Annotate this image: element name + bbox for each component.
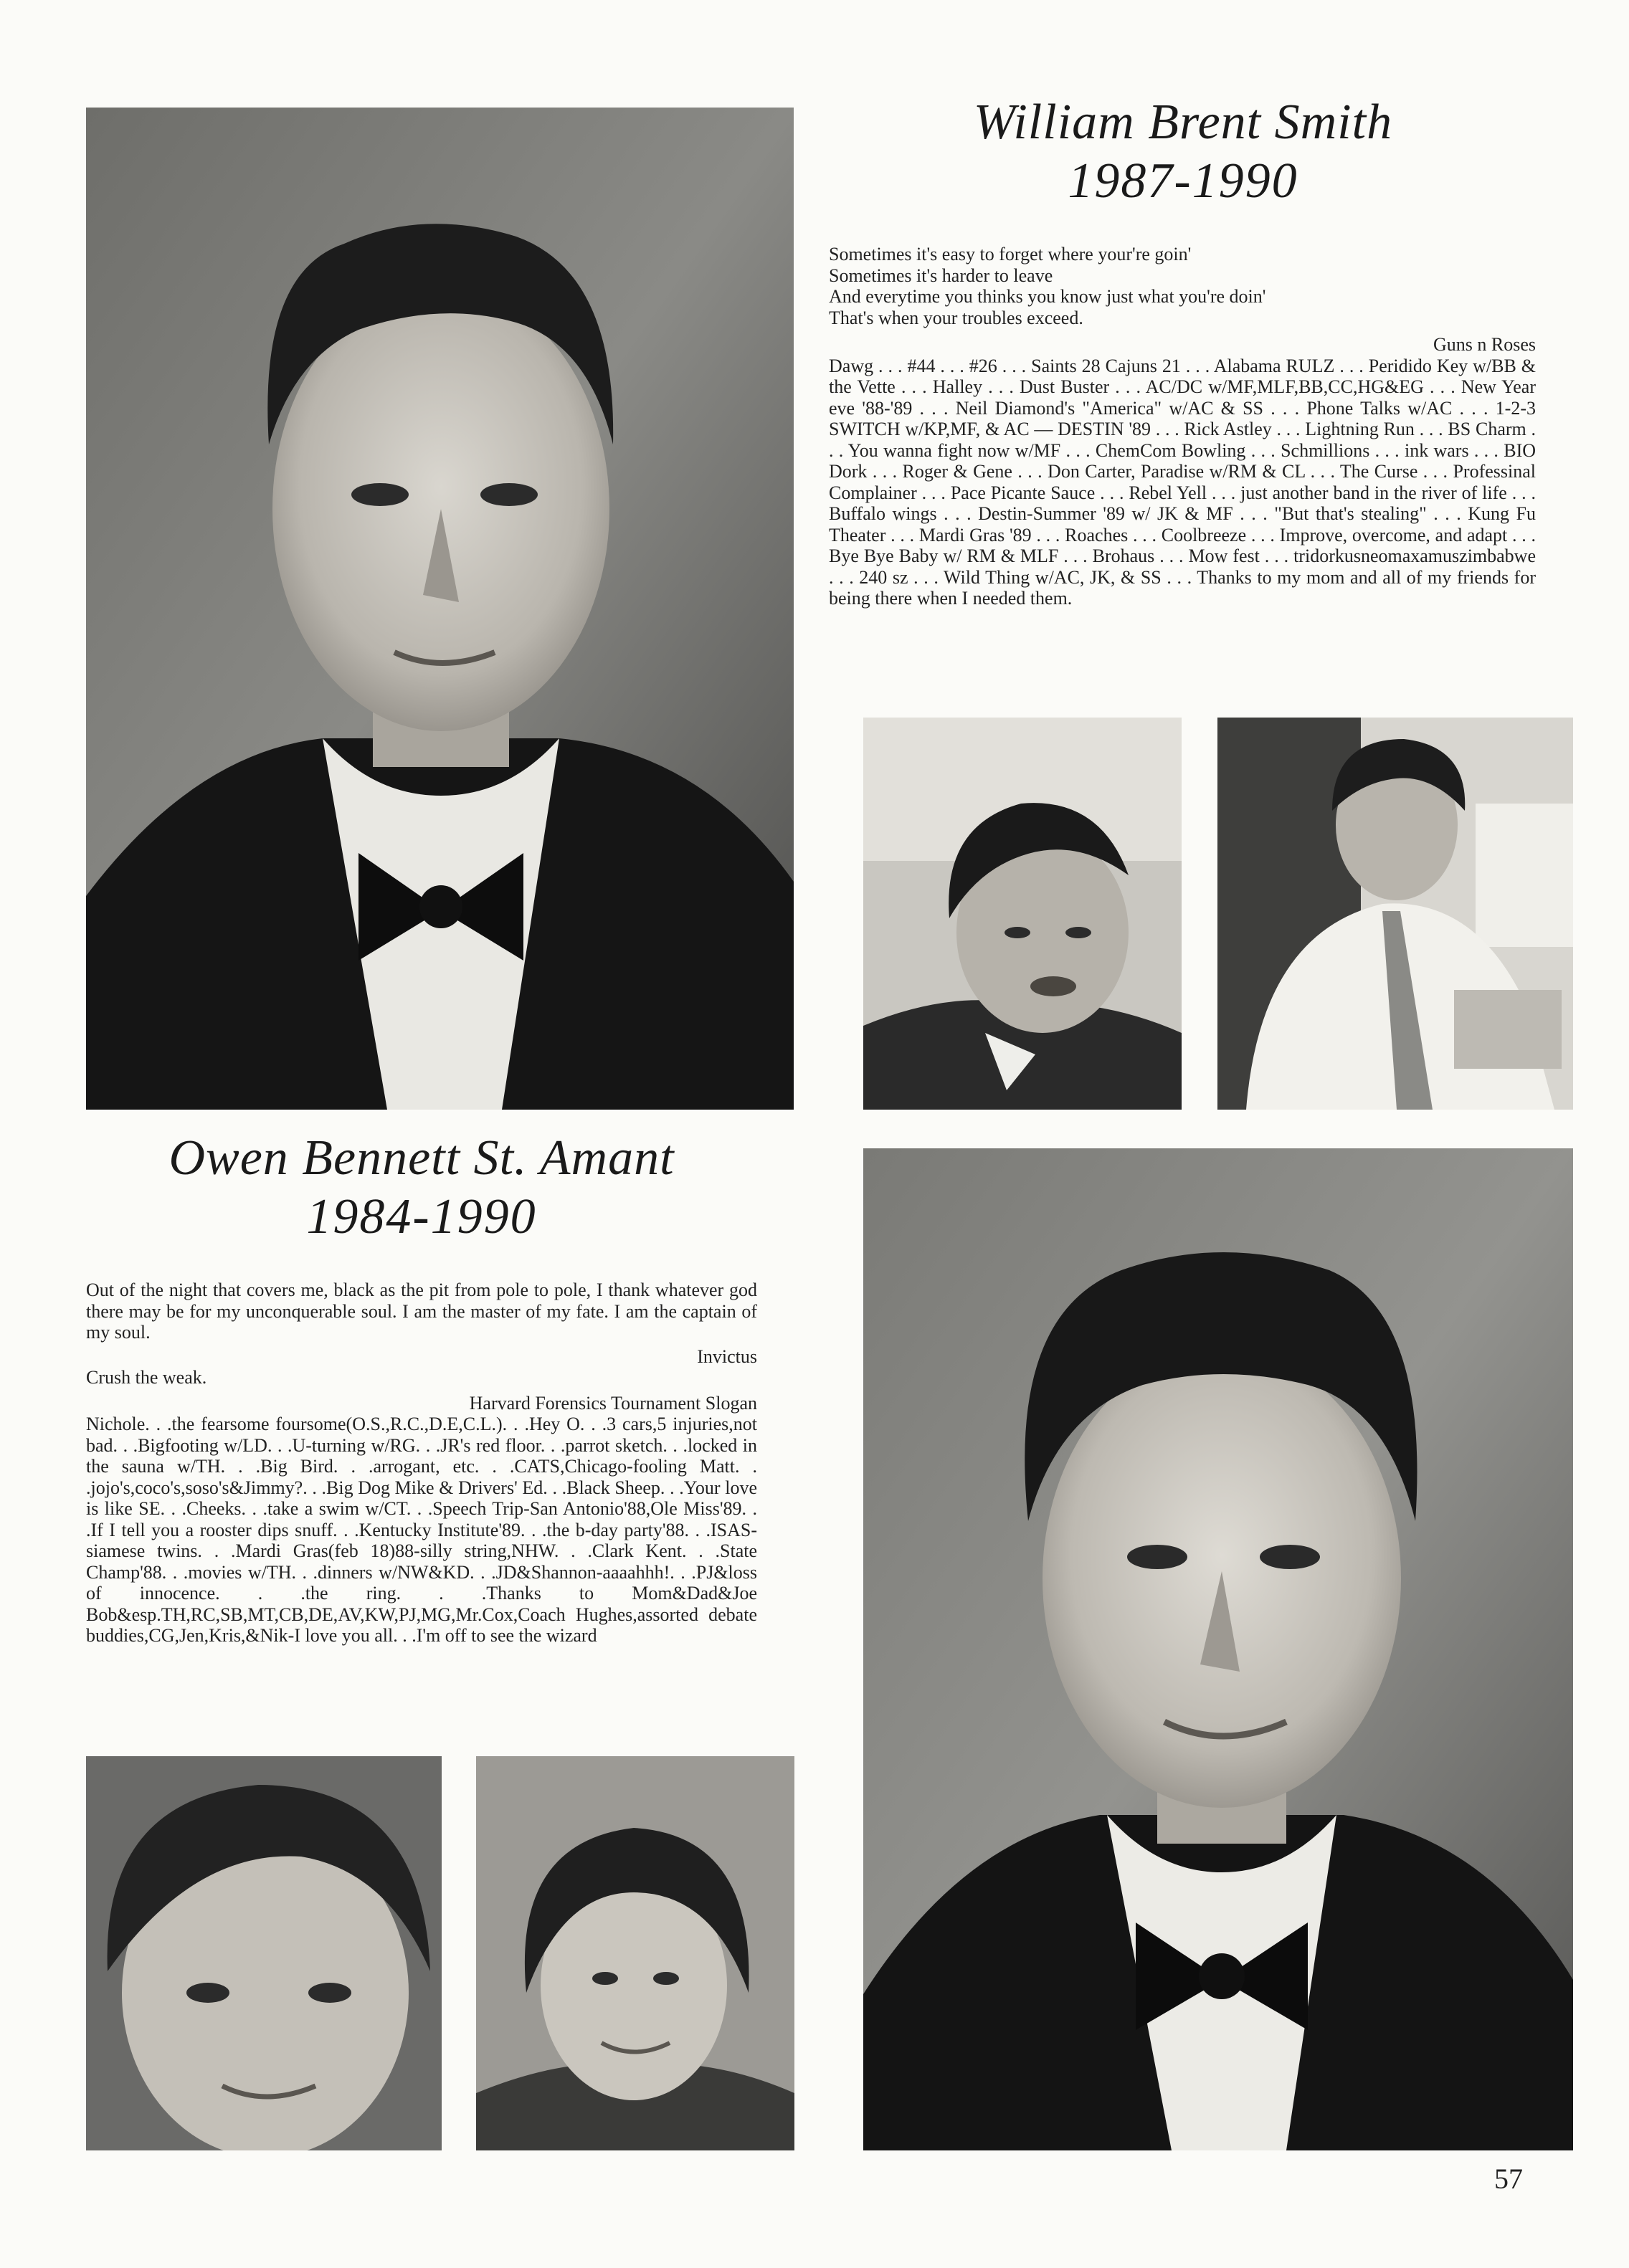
smith-candid-illustration-2 bbox=[1217, 718, 1573, 1110]
smith-text bbox=[829, 244, 1536, 609]
smith-years: 1987-1990 bbox=[1068, 153, 1298, 209]
amant-quote: Out of the night that covers me, black as the pit from pole to pole, I thank whatever god there may be for my unconquerable soul. I am the master of my fate. I am the captain of my soul. bbox=[86, 1280, 757, 1343]
page-number: 57 bbox=[1494, 2163, 1523, 2195]
smith-candid-photo-1 bbox=[863, 718, 1182, 1110]
amant-slogan: Crush the weak. bbox=[86, 1367, 207, 1388]
amant-candid-photo-2 bbox=[476, 1756, 794, 2150]
smith-body-text: Dawg . . . #44 . . . #26 . . . Saints 28 Cajuns 21 . . . Alabama RULZ . . . Peridido Key w/BB & the Vette . . . Halley . . . Dust Buster . . . AC/DC w/MF,MLF,BB,CC,HG&EG . . . New Year eve '88-'89 . . . Neil Diamond's "America" w/AC & SS . . . Phone Talks w/AC . . . 1-2-3 SWITCH w/KP,MF, & AC — DESTIN '89 . . . Rick Astley . . . Lightning Run . . . BS Charm . . . You wanna fight now w/MF . . . ChemCom Bowling . . . Schmillions . . . ink wars . . . BIO Dork . . . Roger & Gene . . . Don Carter, Paradise w/RM & CL . . . The Curse . . . Professinal Complainer . . . Pace Picante Sauce . . . Rebel Yell . . . just another band in the river of life . . . Buffalo wings . . . Destin-Summer '89 w/ JK & MF . . . "But that's stealing" . . . Kung Fu Theater . . . Mardi Gras '89 . . . Roaches . . . Coolbreeze . . . Improve, overcome, and adapt . . . Bye Bye Baby w/ RM & MLF . . . Brohaus . . . Mow fest . . . tridorkusneomaxamuszimbabwe . . . 240 sz . . . Wild Thing w/AC, JK, & SS . . . Thanks to my mom and all of my friends for being there when I needed them. bbox=[829, 355, 1536, 609]
smith-candid-photo-2 bbox=[1217, 718, 1573, 1110]
amant-text bbox=[86, 1280, 757, 1647]
amant-candid-illustration-1 bbox=[86, 1756, 442, 2150]
amant-name: Owen Bennett St. Amant bbox=[168, 1130, 675, 1186]
smith-candid-illustration-1 bbox=[863, 718, 1182, 1110]
amant-portrait-photo bbox=[863, 1148, 1573, 2150]
smith-lyric-attribution: Guns n Roses bbox=[1433, 334, 1536, 355]
amant-candid-photo-1 bbox=[86, 1756, 442, 2150]
amant-slogan-attribution: Harvard Forensics Tournament Slogan bbox=[469, 1392, 757, 1414]
amant-quote-attribution: Invictus bbox=[697, 1345, 757, 1367]
smith-name: William Brent Smith bbox=[973, 95, 1393, 150]
amant-candid-illustration-2 bbox=[476, 1756, 794, 2150]
amant-years: 1984-1990 bbox=[306, 1189, 537, 1244]
amant-portrait-illustration bbox=[863, 1148, 1573, 2150]
smith-lyric-line: That's when your troubles exceed. bbox=[829, 307, 1083, 328]
amant-heading bbox=[86, 1129, 757, 1247]
amant-body-text: Nichole. . .the fearsome foursome(O.S.,R.C.,D.E,C.L.). . .Hey O. . .3 cars,5 injuries,not bad. . .Bigfooting w/LD. . .U-turning w/RG. . .JR's red floor. . .parrot sketch. . .locked in the sauna w/TH. . .Big Bird. . .arrogant, etc. . .CATS,Chicago-fooling Matt. . .jojo's,coco's,soso's&Jimmy?. . .Big Dog Mike & Drivers' Ed. . .Black Sheep. . .Your love is like SE. . .Cheeks. . .take a swim w/CT. . .Speech Trip-San Antonio'88,Ole Miss'89. . .If I tell you a rooster dips snuff. . .Kentucky Institute'89. . .the b-day party'88. . .ISAS-siamese twins. . .Mardi Gras(feb 18)88-silly string,NHW. . .Clark Kent. . .State Champ'88. . .movies w/TH. . .dinners w/NW&KD. . .JD&Shannon-aaaahhh!. . .PJ&loss of innocence. . .the ring. . .Thanks to Mom&Dad&Joe Bob&esp.TH,RC,SB,MT,CB,DE,AV,KW,PJ,MG,Mr.Cox,Coach Hughes,assorted debate buddies,CG,Jen,Kris,&Nik-I love you all. . .I'm off to see the wizard bbox=[86, 1414, 757, 1646]
smith-portrait-photo bbox=[86, 108, 794, 1110]
smith-lyric-line: And everytime you thinks you know just what you're doin' bbox=[829, 286, 1266, 307]
smith-lyric-line: Sometimes it's easy to forget where your're goin' bbox=[829, 244, 1192, 265]
smith-lyric-line: Sometimes it's harder to leave bbox=[829, 265, 1053, 286]
smith-portrait-illustration bbox=[86, 108, 794, 1110]
smith-heading bbox=[825, 93, 1542, 211]
